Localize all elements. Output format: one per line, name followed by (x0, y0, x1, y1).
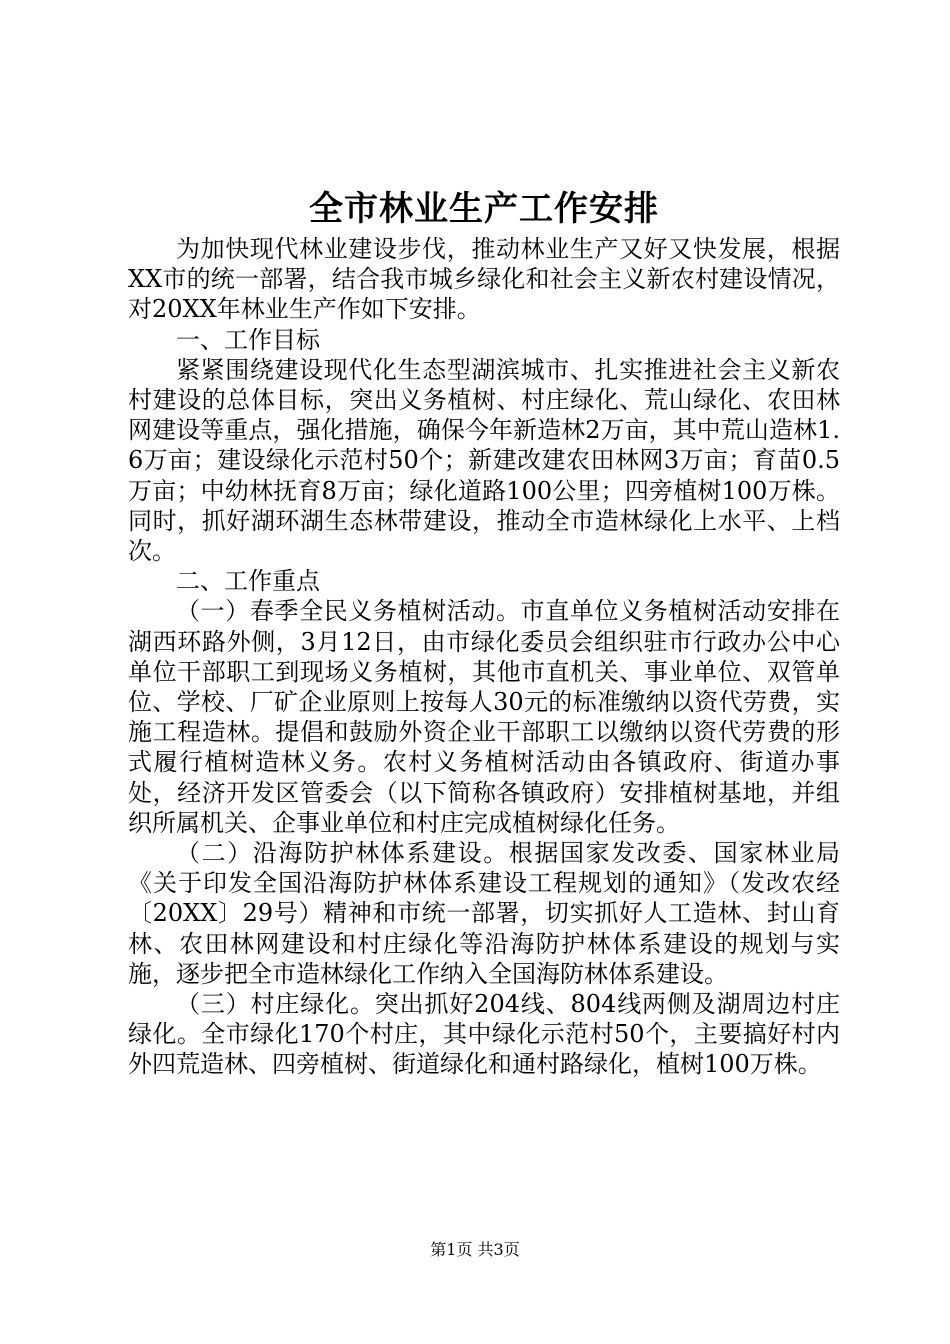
document-body (128, 184, 840, 1080)
section-heading-goals: 一、工作目标 (176, 325, 320, 354)
goals-paragraph: 紧紧围绕建设现代化生态型湖滨城市、扎实推进社会主义新农村建设的总体目标，突出义务植树、村庄绿化、荒山绿化、农田林网建设等重点，强化措施，确保今年新造林2万亩，其中荒山造林1.6万亩；建设绿化示范村50个；新建改建农田林网3万亩；育苗0.5万亩；中幼林抚育8万亩；绿化道路100公里；四旁植树100万株。同时，抓好湖环湖生态林带建设，推动全市造林绿化上水平、上档次。 (128, 355, 840, 566)
priority-paragraph-3: （三）村庄绿化。突出抓好204线、804线两侧及湖周边村庄绿化。全市绿化170个村庄，其中绿化示范村50个，主要搞好村内外四荒造林、四旁植树、街道绿化和通村路绿化，植树100万株。 (128, 990, 840, 1079)
section-heading-priorities: 二、工作重点 (176, 567, 320, 596)
page-footer: 第1页 共3页 (430, 1240, 520, 1259)
priority-paragraph-2: （二）沿海防护林体系建设。根据国家发改委、国家林业局《关于印发全国沿海防护林体系建设工程规划的通知》（发改农经〔20XX〕29号）精神和市统一部署，切实抓好人工造林、封山育林、农田林网建设和村庄绿化等沿海防护林体系建设的规划与实施，逐步把全市造林绿化工作纳入全国海防林体系建设。 (128, 839, 840, 988)
document-title: 全市林业生产工作安排 (309, 189, 659, 229)
priority-paragraph-1: （一）春季全民义务植树活动。市直单位义务植树活动安排在湖西环路外侧，3月12日，由市绿化委员会组织驻市行政办公中心单位干部职工到现场义务植树，其他市直机关、事业单位、双管单位、学校、厂矿企业原则上按每人30元的标准缴纳以资代劳费，实施工程造林。提倡和鼓励外资企业干部职工以缴纳以资代劳费的形式履行植树造林义务。农村义务植树活动由各镇政府、街道办事处，经济开发区管委会（以下简称各镇政府）安排植树基地，并组织所属机关、企事业单位和村庄完成植树绿化任务。 (128, 597, 840, 837)
intro-paragraph: 为加快现代林业建设步伐，推动林业生产又好又快发展，根据XX市的统一部署，结合我市城乡绿化和社会主义新农村建设情况，对20XX年林业生产作如下安排。 (128, 235, 840, 324)
